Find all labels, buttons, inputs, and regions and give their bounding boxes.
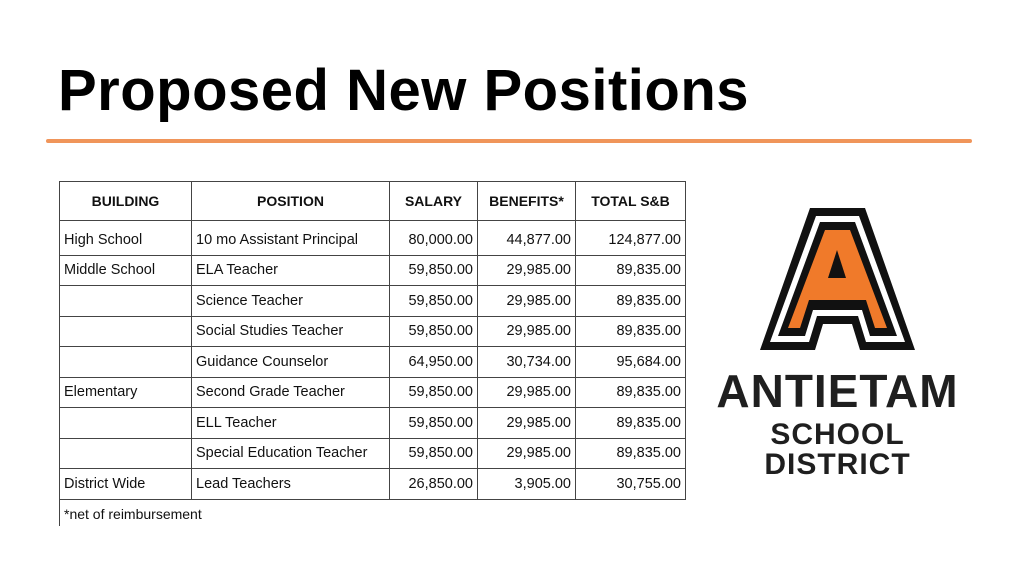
cell-benefits: 29,985.00: [478, 316, 576, 347]
table-row: [60, 438, 686, 469]
table-row: [60, 255, 686, 286]
cell-salary: 80,000.00: [390, 221, 478, 256]
cell-position: Science Teacher: [192, 286, 390, 317]
cell-salary: 59,850.00: [390, 316, 478, 347]
cell-salary: 59,850.00: [390, 255, 478, 286]
cell-benefits: 29,985.00: [478, 286, 576, 317]
district-logo: [700, 200, 975, 481]
table-header-row: [60, 182, 686, 221]
cell-total: 89,835.00: [576, 408, 686, 439]
header-benefits: BENEFITS*: [478, 182, 576, 221]
cell-salary: 64,950.00: [390, 347, 478, 378]
cell-building: [60, 408, 192, 439]
cell-position: Lead Teachers: [192, 469, 390, 500]
table-row: [60, 347, 686, 378]
header-total: TOTAL S&B: [576, 182, 686, 221]
cell-building: [60, 316, 192, 347]
cell-benefits: 29,985.00: [478, 408, 576, 439]
cell-benefits: 29,985.00: [478, 255, 576, 286]
header-position: POSITION: [192, 182, 390, 221]
table-row: [60, 316, 686, 347]
cell-position: Social Studies Teacher: [192, 316, 390, 347]
cell-position: ELL Teacher: [192, 408, 390, 439]
table-footnote: *net of reimbursement: [59, 498, 364, 526]
cell-building: District Wide: [60, 469, 192, 500]
cell-total: 89,835.00: [576, 438, 686, 469]
table-row: [60, 221, 686, 256]
cell-benefits: 44,877.00: [478, 221, 576, 256]
cell-salary: 59,850.00: [390, 377, 478, 408]
page-title: Proposed New Positions: [58, 58, 749, 123]
cell-building: [60, 438, 192, 469]
cell-position: Special Education Teacher: [192, 438, 390, 469]
cell-building: [60, 347, 192, 378]
cell-benefits: 30,734.00: [478, 347, 576, 378]
cell-building: [60, 286, 192, 317]
table-row: [60, 408, 686, 439]
logo-district-name: ANTIETAM: [716, 365, 959, 417]
cell-total: 124,877.00: [576, 221, 686, 256]
cell-salary: 59,850.00: [390, 286, 478, 317]
table-row: [60, 377, 686, 408]
cell-total: 89,835.00: [576, 255, 686, 286]
title-divider: [46, 139, 972, 143]
cell-benefits: 3,905.00: [478, 469, 576, 500]
header-building: BUILDING: [60, 182, 192, 221]
cell-building: Elementary: [60, 377, 192, 408]
table-row: [60, 286, 686, 317]
cell-salary: 59,850.00: [390, 408, 478, 439]
cell-salary: 26,850.00: [390, 469, 478, 500]
cell-position: ELA Teacher: [192, 255, 390, 286]
cell-total: 89,835.00: [576, 286, 686, 317]
cell-position: 10 mo Assistant Principal: [192, 221, 390, 256]
table-row: [60, 469, 686, 500]
cell-position: Second Grade Teacher: [192, 377, 390, 408]
logo-district-subtitle: SCHOOL DISTRICT: [764, 418, 911, 481]
cell-benefits: 29,985.00: [478, 377, 576, 408]
cell-total: 89,835.00: [576, 316, 686, 347]
letter-a-icon: [700, 200, 975, 360]
cell-salary: 59,850.00: [390, 438, 478, 469]
header-salary: SALARY: [390, 182, 478, 221]
positions-table: [59, 181, 686, 500]
cell-total: 30,755.00: [576, 469, 686, 500]
cell-building: Middle School: [60, 255, 192, 286]
cell-building: High School: [60, 221, 192, 256]
cell-total: 95,684.00: [576, 347, 686, 378]
cell-total: 89,835.00: [576, 377, 686, 408]
cell-benefits: 29,985.00: [478, 438, 576, 469]
cell-position: Guidance Counselor: [192, 347, 390, 378]
